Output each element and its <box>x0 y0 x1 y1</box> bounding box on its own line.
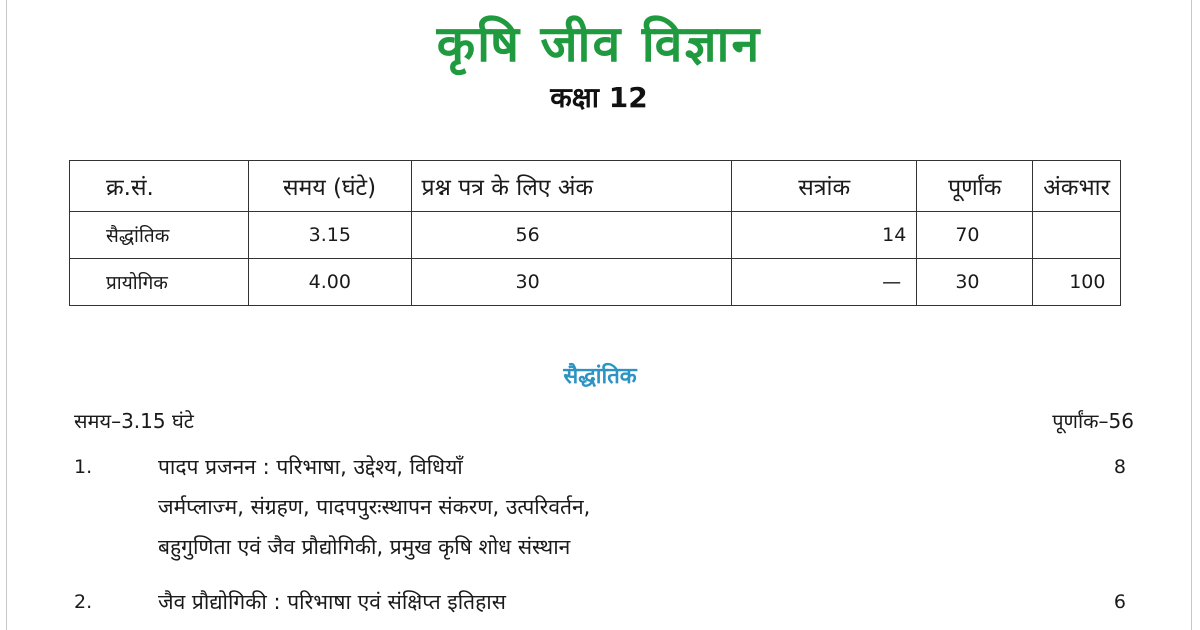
item-text <box>158 447 978 567</box>
row-full-marks: 70 <box>917 212 1033 259</box>
marks-table <box>69 160 1121 306</box>
row-time: 4.00 <box>248 259 411 306</box>
row-sessional: — <box>732 259 917 306</box>
header-full-marks: पूर्णांक <box>917 161 1033 212</box>
section-time: समय–3.15 घंटे <box>74 409 194 433</box>
header-serial: क्र.सं. <box>70 161 249 212</box>
item-line: बहुगुणिता एवं जैव प्रौद्योगिकी, प्रमुख कृषि शोध संस्थान <box>158 535 571 559</box>
class-label: कक्षा 12 <box>550 81 648 114</box>
row-paper-marks: 30 <box>411 259 732 306</box>
row-type: प्रायोगिक <box>70 259 249 306</box>
header-time: समय (घंटे) <box>248 161 411 212</box>
item-marks: 8 <box>1113 456 1126 478</box>
table-row <box>70 212 1121 259</box>
item-line: जैव प्रौद्योगिकी : परिभाषा एवं संक्षिप्त इतिहास <box>158 590 506 614</box>
item-line: जर्मप्लाज्म, संग्रहण, पादपपुरःस्थापन संकरण, उत्परिवर्तन, <box>158 495 591 519</box>
row-weightage <box>1033 212 1121 259</box>
row-weightage: 100 <box>1033 259 1121 306</box>
table-row <box>70 259 1121 306</box>
section-heading: सैद्धांतिक <box>563 364 637 389</box>
header-sessional: सत्रांक <box>732 161 917 212</box>
table-header-row <box>70 161 1121 212</box>
item-line: पादप प्रजनन : परिभाषा, उद्देश्य, विधियाँ <box>158 455 463 479</box>
header-paper-marks: प्रश्न पत्र के लिए अंक <box>411 161 732 212</box>
row-type: सैद्धांतिक <box>70 212 249 259</box>
item-number: 2. <box>74 591 93 613</box>
row-sessional: 14 <box>732 212 917 259</box>
row-paper-marks: 56 <box>411 212 732 259</box>
item-marks: 6 <box>1113 591 1126 613</box>
section-full-marks: पूर्णांक–56 <box>1052 409 1134 433</box>
item-text <box>158 582 978 622</box>
item-number: 1. <box>74 456 93 478</box>
row-time: 3.15 <box>248 212 411 259</box>
document-title: कृषि जीव विज्ञान <box>436 15 762 73</box>
header-weightage: अंकभार <box>1033 161 1121 212</box>
row-full-marks: 30 <box>917 259 1033 306</box>
